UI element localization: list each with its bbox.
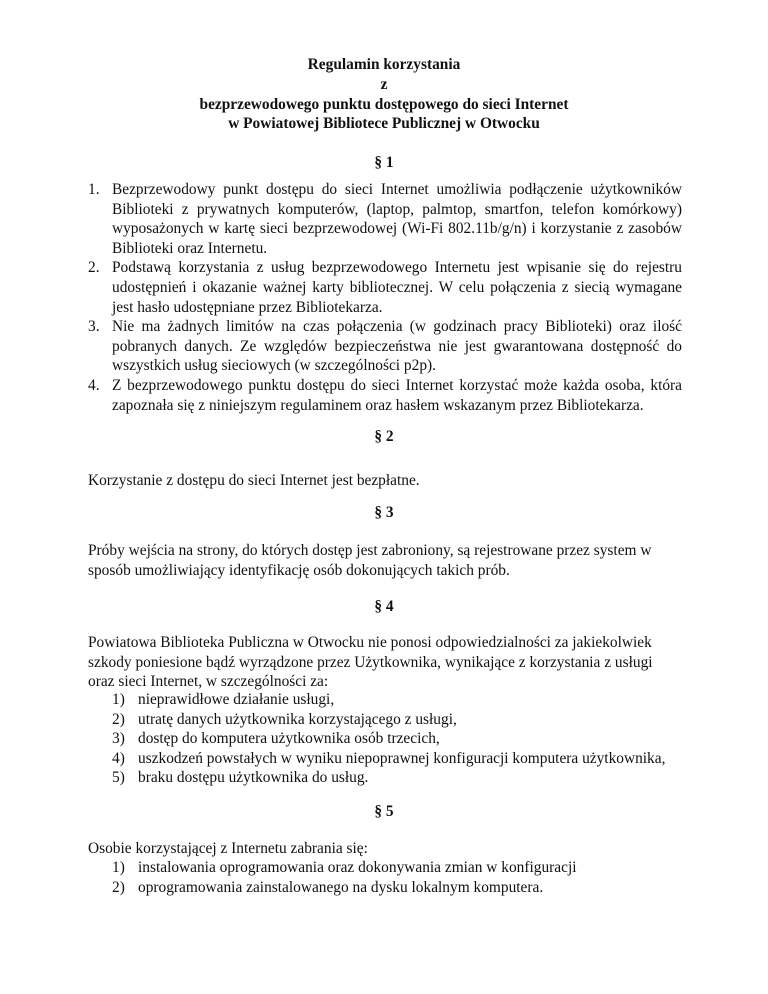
title-line: w Powiatowej Bibliotece Publicznej w Otwocku — [228, 115, 540, 133]
section-mark-1: § 1 — [374, 154, 394, 171]
list-item — [112, 768, 692, 788]
list-item — [88, 317, 682, 376]
list-item — [88, 180, 682, 258]
item-text: uszkodzeń powstałych w wyniku niepoprawnej konfiguracji komputera użytkownika, — [138, 749, 666, 767]
section-1-list — [88, 180, 682, 415]
section-mark-2: § 2 — [374, 428, 394, 445]
item-number: 1) — [112, 859, 125, 876]
section-3-text: Próby wejścia na strony, do których dostęp jest zabroniony, są rejestrowane przez system w sposób umożliwiający identyfikację osób dokonujących takich prób. — [88, 542, 652, 579]
section-4-text: Powiatowa Biblioteka Publiczna w Otwocku nie ponosi odpowiedzialności za jakiekolwiek szkody poniesione bądź wyrządzone przez Użytkownika, wynikające z korzystania z usługi oraz sieci Internet, w szczególności za: — [88, 634, 653, 691]
title-line: bezprzewodowego punktu dostępowego do sieci Internet — [199, 95, 569, 113]
item-number: 3) — [112, 730, 125, 748]
title-line: z — [380, 75, 388, 93]
item-number: 1) — [112, 691, 125, 708]
section-mark-5: § 5 — [374, 803, 394, 820]
section-5-list — [112, 858, 692, 897]
item-number: 2) — [112, 710, 125, 728]
section-mark-3: § 3 — [374, 504, 394, 521]
item-text: Bezprzewodowy punkt dostępu do sieci Internet umożliwia podłączenie użytkowników Biblioteki z prywatnych komputerów, (laptop, palmtop, smartfon, telefon komórkowy) wyposażonych w kartę sieci bezprzewodowej (Wi-Fi 802.11b/g/n) i korzystanie z zasobów Biblioteki oraz Internetu. — [112, 181, 682, 257]
section-2-text: Korzystanie z dostępu do sieci Internet jest bezpłatne. — [88, 472, 420, 489]
item-number: 2) — [112, 878, 125, 896]
document-title — [88, 55, 680, 134]
list-item — [112, 729, 692, 749]
list-item — [88, 258, 682, 317]
item-text: Z bezprzewodowego punktu dostępu do sieci Internet korzystać może każda osoba, która zapoznała się z niniejszym regulaminem oraz hasłem wskazanym przez Bibliotekarza. — [112, 376, 682, 414]
list-item — [112, 858, 692, 878]
section-mark-4: § 4 — [374, 598, 394, 615]
item-text: braku dostępu użytkownika do usług. — [138, 769, 369, 787]
item-text: oprogramowania zainstalowanego na dysku lokalnym komputera. — [138, 878, 544, 896]
item-text: nieprawidłowe działanie usługi, — [138, 691, 335, 708]
list-item — [112, 690, 692, 710]
item-text: utratę danych użytkownika korzystającego z usługi, — [138, 710, 457, 728]
item-number: 4) — [112, 749, 125, 767]
list-item — [112, 749, 692, 769]
item-number: 3. — [88, 318, 100, 336]
item-number: 4. — [88, 376, 100, 394]
section-5-text: Osobie korzystającej z Internetu zabrania się: — [88, 840, 368, 857]
item-number: 1. — [88, 181, 100, 198]
list-item — [112, 710, 692, 730]
item-number: 5) — [112, 769, 125, 787]
item-text: Nie ma żadnych limitów na czas połączenia (w godzinach pracy Biblioteki) oraz ilość pobranych danych. Ze względów bezpieczeństwa nie jest gwarantowana dostępność do wszystkich usług sieciowych (w szczególności p2p). — [112, 318, 682, 375]
item-number: 2. — [88, 259, 100, 277]
item-text: instalowania oprogramowania oraz dokonywania zmian w konfiguracji — [138, 859, 577, 876]
item-text: dostęp do komputera użytkownika osób trzecich, — [138, 730, 440, 748]
item-text: Podstawą korzystania z usług bezprzewodowego Internetu jest wpisanie się do rejestru udostępnień i okazanie ważnej karty bibliotecznej. W celu połączenia z siecią wymagane jest hasło udostępniane przez Bibliotekarza. — [112, 259, 682, 316]
title-line: Regulamin korzystania — [307, 56, 461, 73]
section-4-list — [112, 690, 692, 788]
list-item — [112, 878, 692, 898]
list-item — [88, 376, 682, 415]
